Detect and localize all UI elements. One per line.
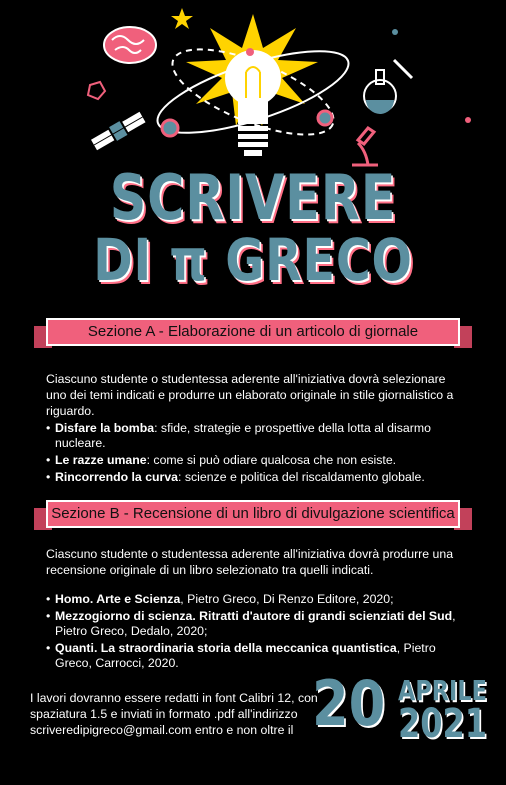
section-a-heading: Sezione A - Elaborazione di un articolo di giornale [46,318,460,346]
pentagon-icon [88,82,105,99]
section-b-heading: Sezione B - Recensione di un libro di divulgazione scientifica [46,500,460,528]
list-item: • Le razze umane: come si può odiare qualcosa che non esiste. [46,453,466,468]
brain-icon [104,27,156,63]
section-b-list [46,592,466,673]
deadline-day: 20 [312,667,386,740]
satellite-icon [90,110,146,152]
deadline-year: 2021 [398,701,488,747]
title-line-2: DI π GRECO [93,226,413,294]
list-item: • Rincorrendo la curva: scienze e politica del riscaldamento globale. [46,470,466,485]
section-a-intro: Ciascuno studente o studentessa aderente all'iniziativa dovrà selezionare uno dei temi indicati e produrre un elaborato originale in stile giornalistico a riguardo. [46,372,454,418]
section-a-list [46,421,466,487]
list-item: • Mezzogiorno di scienza. Ritratti d'autore di grandi scienziati del Sud, Pietro Greco, Dedalo, 2020; [46,609,466,639]
deadline-month: APRILE [398,674,487,707]
list-item: • Homo. Arte e Scienza, Pietro Greco, Di Renzo Editore, 2020; [46,592,466,607]
title-line-1: SCRIVERE [109,161,397,234]
section-b-intro: Ciascuno studente o studentessa aderente all'iniziativa dovrà produrre una recensione originale di un libro selezionato tra quelli indicati. [46,547,454,577]
list-item: • Quanti. La straordinaria storia della meccanica quantistica, Pietro Greco, Carrocci, 2020. [46,641,466,671]
dot-icon [392,29,398,35]
star-icon [171,8,193,29]
submission-instructions: I lavori dovranno essere redatti in font Calibri 12, con spaziatura 1.5 e inviati in formato .pdf all'indirizzo scriveredipigreco@gmail.com entro e non oltre il [30,691,318,737]
illustration [0,0,506,175]
microscope-icon [352,128,378,165]
list-item: • Disfare la bomba: sfide, strategie e prospettive della lotta al disarmo nucleare. [46,421,466,451]
dot-icon [465,117,471,123]
flask-icon [364,60,412,114]
